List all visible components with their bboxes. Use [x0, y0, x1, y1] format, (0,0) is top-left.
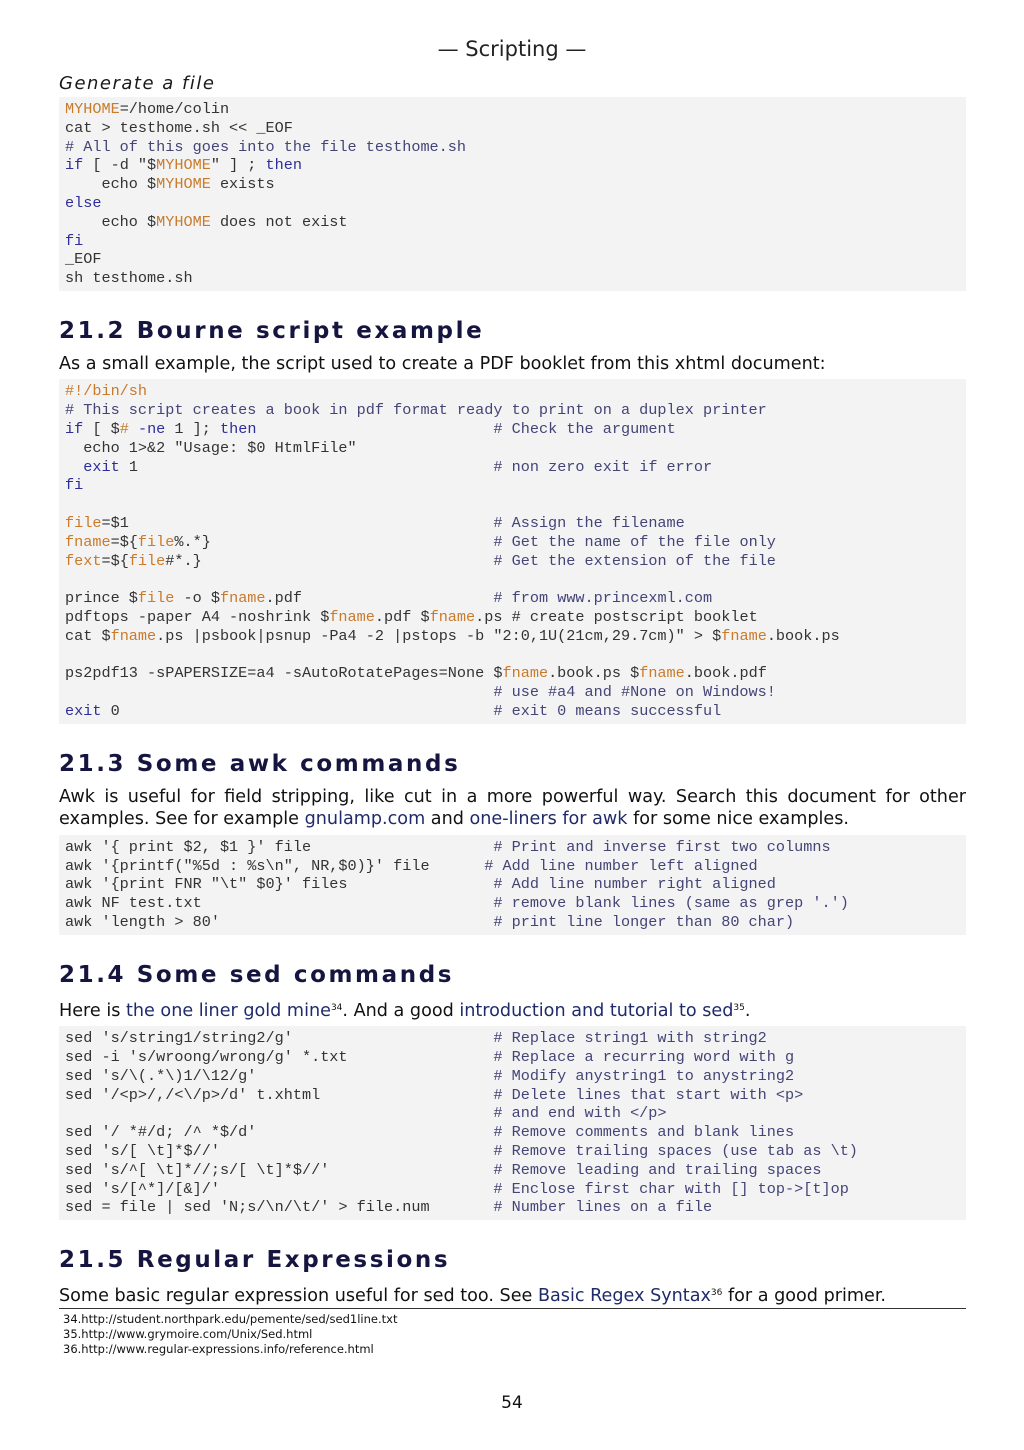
footnote-ref-34: 34	[330, 1002, 343, 1013]
page-content	[59, 73, 966, 1357]
awk-intro-text: for some nice examples.	[627, 809, 849, 830]
bourne-intro: As a small example, the script used to create a PDF booklet from this xhtml document:	[59, 353, 826, 374]
awk-intro	[59, 786, 966, 831]
generate-file-heading: Generate a file	[59, 73, 216, 94]
section-heading-sed: 21.4 Some sed commands	[59, 961, 455, 988]
sed-intro-text: Here is	[59, 1000, 126, 1021]
footnote-36: 36.http://www.regular-expressions.info/reference.html	[63, 1341, 374, 1356]
section-heading-bourne: 21.2 Bourne script example	[59, 317, 485, 344]
page-number: 54	[501, 1393, 523, 1413]
link-basic-regex-syntax[interactable]: Basic Regex Syntax	[537, 1286, 711, 1307]
running-header: — Scripting —	[437, 37, 587, 61]
sed-intro-text: . And a good	[342, 1000, 460, 1021]
regex-intro-text: Some basic regular expression useful for sed too. See	[59, 1286, 538, 1307]
code-block-awk: awk '{ print $2, $1 }' file # Print and inverse first two columns awk '{printf("%5d : %s\n", NR,$0)}' file # Add line number left aligned awk '{print FNR "\t" $0}' files # Add line number right aligned awk NF test.txt # remove blank lines (same as grep '.') awk 'length > 80' # print line longer than 80 char)	[59, 835, 966, 935]
code-block-sed: sed 's/string1/string2/g' # Replace string1 with string2 sed -i 's/wroong/wrong/g' *.txt # Replace a recurring word with g sed 's/\(.*\)1/\12/g' # Modify anystring1 to anystring2 sed '/<p>/,/<\/p>/d' t.xhtml # Delete lines that start with <p> # and end with </p> sed '/ *#/d; /^ *$/d' # Remove comments and blank lines sed 's/[ \t]*$//' # Remove trailing spaces (use tab as \t) sed 's/^[ \t]*//;s/[ \t]*$//' # Remove leading and trailing spaces sed 's/[^*]/[&]/' # Enclose first char with [] top->[t]op sed = file | sed 'N;s/\n/\t/' > file.num # Number lines on a file	[59, 1026, 966, 1220]
section-heading-regex: 21.5 Regular Expressions	[59, 1247, 451, 1274]
footnote-divider	[59, 1308, 966, 1309]
footnote-ref-35: 35	[733, 1002, 745, 1013]
footnote-34: 34.http://student.northpark.edu/pemente/sed/sed1line.txt	[63, 1311, 398, 1326]
sed-intro	[59, 997, 966, 1023]
link-sed-one-liner-gold-mine[interactable]: the one liner gold mine	[125, 1000, 331, 1021]
link-gnulamp[interactable]: gnulamp.com	[304, 809, 426, 830]
regex-intro	[59, 1282, 966, 1308]
footnotes	[59, 1312, 966, 1357]
code-block-bourne-script: #!/bin/sh # This script creates a book in pdf format ready to print on a duplex printer if [ $# -ne 1 ]; then # Check the argument echo 1>&2 "Usage: $0 HtmlFile" exit 1 # non zero exit if error fi file=$1 # Assign the filename fname=${file%.*} # Get the name of the file only fext=${file#*.} # Get the extension of the file prince $file -o $fname.pdf # from www.princexml.com pdftops -paper A4 -noshrink $fname.pdf $fname.ps # create postscript booklet cat $fname.ps |psbook|psnup -Pa4 -2 |pstops -b "2:0,1U(21cm,29.7cm)" > $fname.book.ps ps2pdf13 -sPAPERSIZE=a4 -sAutoRotatePages=None $fname.book.ps $fname.book.pdf # use #a4 and #None on Windows! exit 0 # exit 0 means successful	[59, 379, 966, 723]
footnote-ref-36: 36	[710, 1288, 723, 1299]
link-sed-tutorial[interactable]: introduction and tutorial to sed	[459, 1000, 734, 1021]
section-heading-awk: 21.3 Some awk commands	[59, 750, 461, 777]
awk-intro-text: Awk is useful for field stripping, like cut in a more powerful way. Search this document for other examples. See for example	[59, 786, 966, 830]
sed-intro-text: .	[744, 1000, 751, 1021]
awk-intro-text: and	[425, 809, 470, 830]
link-awk-one-liners[interactable]: one-liners for awk	[469, 809, 628, 830]
footnote-35: 35.http://www.grymoire.com/Unix/Sed.html	[63, 1326, 313, 1341]
code-block-generate-file: MYHOME=/home/colin cat > testhome.sh << _EOF # All of this goes into the file testhome.sh if [ -d "$MYHOME" ] ; then echo $MYHOME exists else echo $MYHOME does not exist fi _EOF sh testhome.sh	[59, 97, 966, 291]
regex-intro-text: for a good primer.	[722, 1286, 887, 1307]
